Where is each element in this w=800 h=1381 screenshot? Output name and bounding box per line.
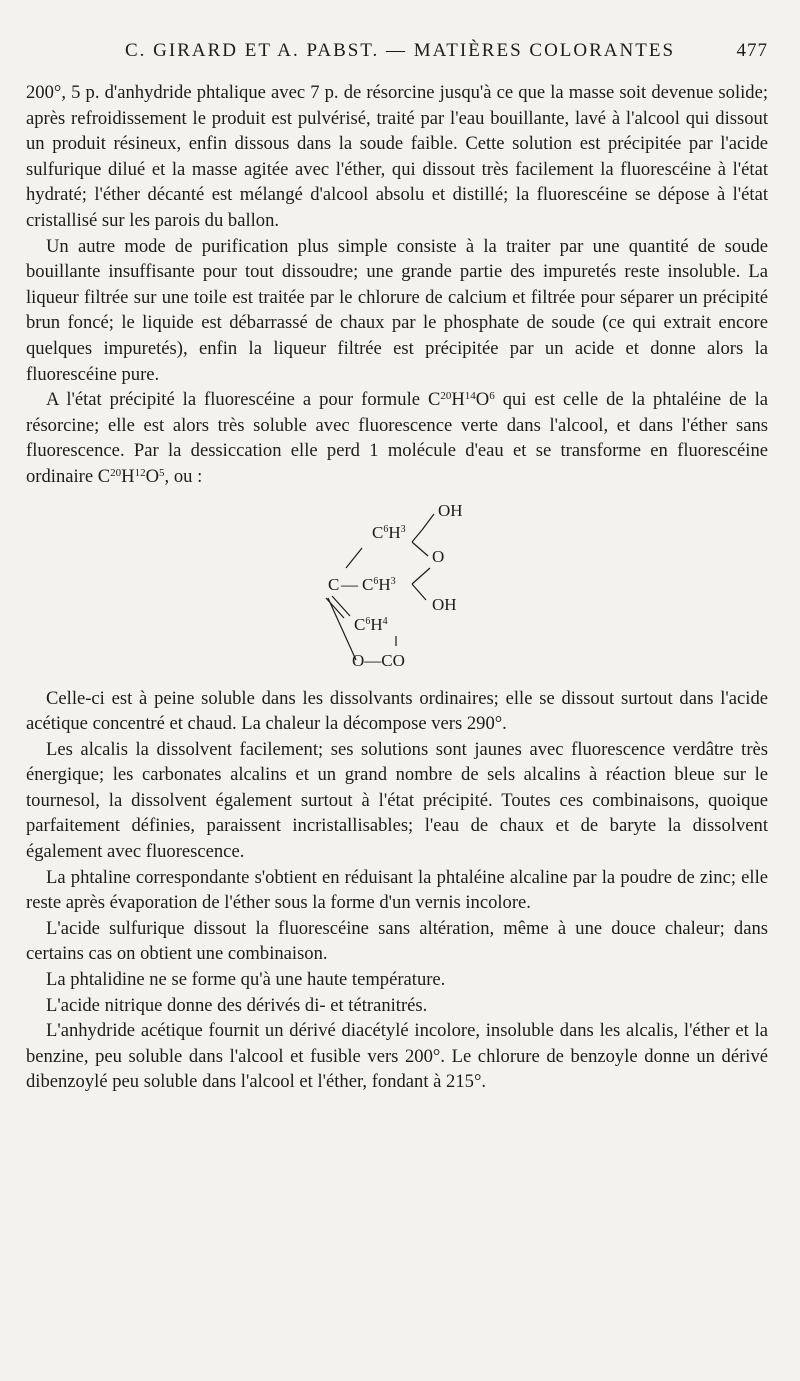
paragraph-1: 200°, 5 p. d'anhydride phtalique avec 7 p. de résorcine jusqu'à ce que la masse soit devenue solide; après refroidissement le produit est pulvérisé, traité par l'eau bouillante, lavé à l'alcool qui dissout un produit résineux, enfin dissous dans la soude faible. Cette solution est précipitée par l'acide sulfurique dilué et la masse agitée avec l'éther, qui dissout très facilement la fluorescéine à l'état hydraté; l'éther décanté est mélangé d'alcool absolu et distillé; la fluorescéine se dépose à l'état cristallisé sur les parois du ballon. — [26, 82, 768, 231]
header-title: C. GIRARD ET A. PABST. — MATIÈRES COLORANTES — [124, 40, 676, 61]
bond-oh-top — [422, 514, 434, 530]
paragraph-7: L'acide sulfurique dissout la fluorescéine sans altération, même à une douce chaleur; dans certains cas on obtient une combinaison. — [26, 917, 768, 965]
bond-upper-bracket-a — [412, 530, 422, 542]
p3-sup-6: 5 — [159, 466, 165, 479]
formula-o-co: O—CO — [352, 650, 405, 670]
page-number: 477 — [736, 40, 768, 61]
p3-o-2: O — [145, 465, 160, 487]
bond-lower-bracket-b — [412, 584, 426, 600]
formula-oh-bottom: OH — [432, 594, 457, 614]
paragraph-6: La phtaline correspondante s'obtient en réduisant la phtaléine alcaline par la poudre de zinc; elle reste après évaporation de l'éther sous la forme d'un vernis incolore. — [26, 866, 768, 914]
bond-c-upper — [346, 548, 362, 568]
bond-lower-bracket-a — [412, 568, 430, 584]
running-header — [30, 40, 770, 70]
formula-c6h4: $C^6H^4$ — [354, 614, 388, 634]
paragraph-8: La phtalidine ne se forme qu'à une haute température. — [46, 969, 446, 991]
formula-o-middle: O — [432, 546, 445, 566]
p3-text-b: qui est celle de la phtaléine de la résorcine; elle est alors très soluble avec fluorescence verte dans l'alcool, et dans l'éther sans fluorescence. Par la dessiccation elle perd 1 molécule d'eau et se transforme en fluorescéine ordinaire C — [26, 389, 769, 487]
paragraph-4: Celle-ci est à peine soluble dans les dissolvants ordinaires; elle se dissout surtout dans l'acide acétique concentré et chaud. La chaleur la décompose vers 290°. — [26, 687, 768, 735]
paragraph-3 — [26, 387, 768, 489]
structural-formula — [26, 498, 768, 676]
p3-text-a: A l'état précipité la fluorescéine a pour formule C — [46, 389, 441, 411]
formula-c6h3-lower: $C^6H^3$ — [362, 574, 396, 594]
paragraph-2: Un autre mode de purification plus simple consiste à la traiter par une quantité de soude bouillante insuffisante pour tout dissoudre; une grande partie des impuretés reste insoluble. La liqueur filtrée sur une toile est traitée par le chlorure de calcium et filtrée pour séparer un précipité brun foncé; le liquide est débarrassé de chaux par le phosphate de soude (ce qui extrait encore quelques impuretés), enfin la liqueur filtrée est précipitée par un acide et donne alors la fluorescéine pure. — [26, 235, 768, 385]
bond-upper-bracket-b — [412, 542, 428, 556]
paragraph-5: Les alcalis la dissolvent facilement; ses solutions sont jaunes avec fluorescence verdâtre très énergique; les carbonates alcalins et un grand nombre de sels alcalins à réaction bleue sur le tournesol, la dissolvent également surtout à l'état précipité. Toutes ces combinaisons, quoique parfaitement définies, paraissent incristallisables; l'eau de chaux et de baryte la dissolvent également avec fluorescence. — [26, 738, 768, 863]
p3-h-1: H — [451, 389, 465, 411]
p3-text-c: , ou : — [164, 465, 203, 487]
p3-sup-4: 20 — [110, 466, 122, 479]
p3-sup-1: 20 — [440, 390, 452, 403]
formula-diagram — [26, 498, 768, 676]
paragraph-9: L'acide nitrique donne des dérivés di- et tétranitrés. — [46, 994, 428, 1016]
formula-oh-top: OH — [438, 500, 463, 520]
formula-c6h3-upper: $C^6H^3$ — [372, 522, 406, 542]
p3-o-1: O — [475, 389, 490, 411]
body-text — [26, 80, 768, 1095]
paragraph-10: L'anhydride acétique fournit un dérivé diacétylé incolore, insoluble dans les alcalis, l'éther et la benzine, peu soluble dans l'alcool et fusible vers 200°. Le chlorure de benzoyle donne un dérivé dibenzoylé peu soluble dans l'alcool et l'éther, fondant à 215°. — [26, 1020, 768, 1093]
p3-sup-5: 12 — [134, 466, 146, 479]
p3-h-2: H — [121, 465, 135, 487]
p3-sup-3: 6 — [489, 390, 495, 403]
formula-dash: — — [341, 574, 358, 594]
p3-sup-2: 14 — [464, 390, 476, 403]
formula-c-center: C — [328, 574, 340, 594]
